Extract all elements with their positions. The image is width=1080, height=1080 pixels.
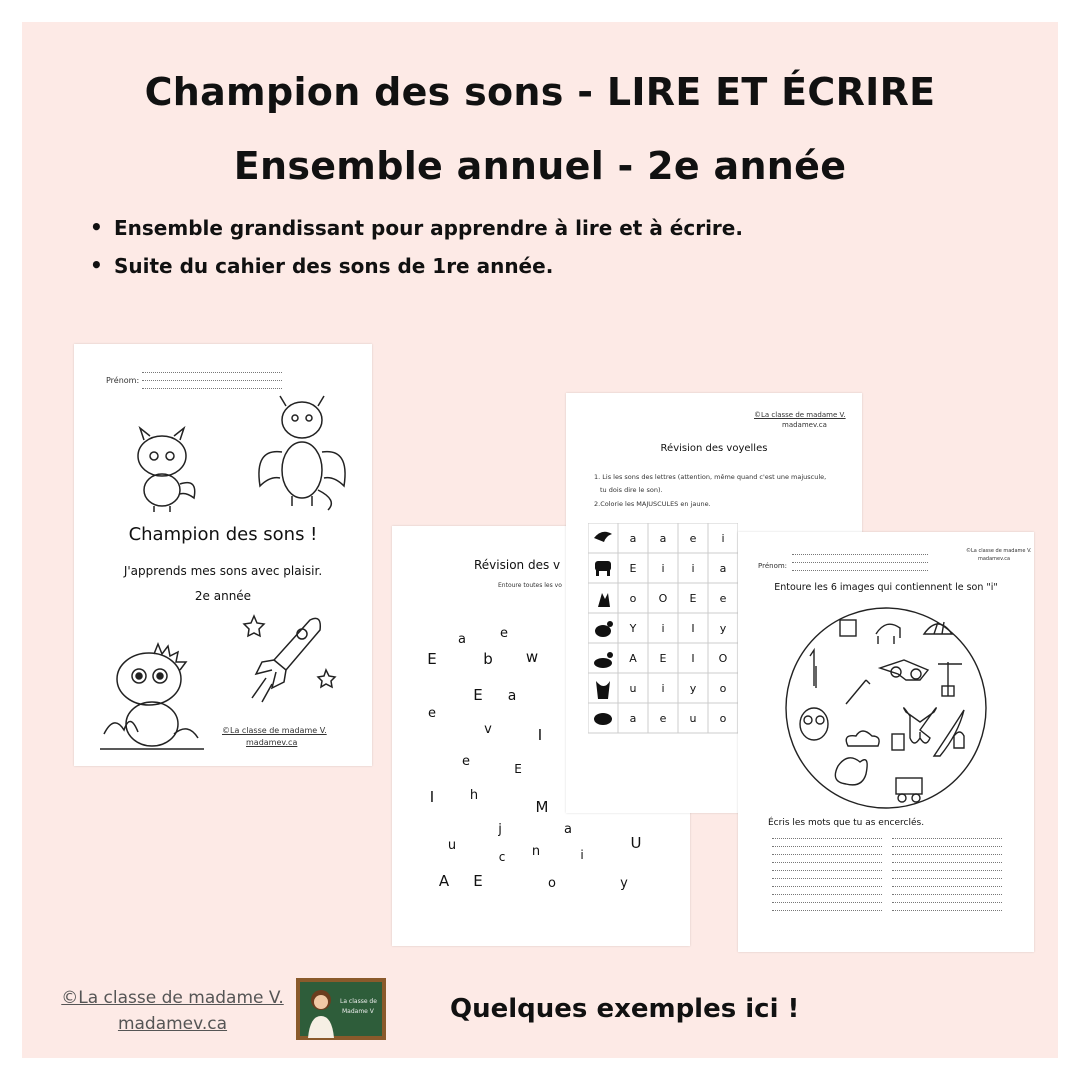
letter: U [630, 834, 642, 852]
grid-letter: E [629, 562, 637, 575]
grid-letter: I [691, 622, 695, 635]
name-line [142, 380, 282, 381]
letter: w [525, 648, 539, 666]
grid-letter: o [719, 682, 727, 695]
grid-credit-site: madamev.ca [782, 421, 827, 429]
grid-letter: a [629, 532, 637, 545]
cover-credit[interactable]: ©La classe de madame V. [222, 726, 327, 735]
letter: j [498, 822, 502, 837]
letter: M [535, 798, 549, 816]
page-title: Champion des sons - LIRE ET ÉCRIRE [144, 70, 936, 114]
grid-letter: E [659, 652, 667, 665]
grid-letter: o [719, 712, 727, 725]
letter: b [483, 650, 493, 668]
grid-letter: Y [629, 622, 637, 635]
prenom-label: Prénom: [106, 376, 140, 385]
vowel-search-title: Révision des v [474, 558, 561, 572]
spiky-dinosaur-icon [94, 634, 209, 754]
grid-letter: e [719, 592, 727, 605]
grid-letter: a [629, 712, 637, 725]
grid-title: Révision des voyelles [660, 443, 768, 454]
board-text: La classe de [340, 998, 377, 1005]
letter: I [537, 726, 543, 744]
footer-credit[interactable] [40, 985, 305, 1037]
grid-letter: i [661, 682, 665, 695]
grid-letter: u [629, 682, 637, 695]
letter: v [484, 722, 492, 737]
chalkboard-logo [296, 978, 386, 1040]
grid-letter: O [718, 652, 728, 665]
cover-grade: 2e année [194, 589, 252, 603]
letter: i [580, 848, 584, 862]
grid-letter: o [629, 592, 637, 605]
picture-circle [784, 606, 988, 810]
footer-tagline: Quelques exemples ici ! [450, 994, 800, 1024]
letter: E [473, 872, 483, 890]
letter: a [564, 822, 572, 837]
letter: o [548, 876, 556, 891]
letter: e [462, 754, 470, 769]
grid-instruction-1: 1. Lis les sons des lettres (attention, même quand c'est une majuscule, [594, 473, 827, 481]
teacher-avatar-icon [304, 986, 338, 1038]
cover-credit-site[interactable]: madamev.ca [246, 738, 298, 747]
circle-title: Entoure les 6 images qui contiennent le son "i" [774, 582, 998, 593]
letter: E [427, 650, 437, 668]
cover-subtitle: J'apprends mes sons avec plaisir. [123, 564, 323, 578]
prenom-label: Prénom: [758, 562, 788, 570]
grid-letter: O [658, 592, 668, 605]
feature-item: • Suite du cahier des sons de 1re année. [88, 254, 743, 278]
footer-credit-text[interactable]: ©La classe de madame V. [61, 988, 284, 1008]
vowel-search-instruction: Entoure toutes les vo [498, 582, 562, 589]
letter: A [438, 872, 450, 890]
grid-letter: i [721, 532, 725, 545]
grid-credit[interactable]: ©La classe de madame V. [754, 411, 846, 419]
rocket-icon [240, 606, 340, 716]
name-line [142, 388, 282, 389]
letter: E [473, 686, 483, 704]
writing-lines-left [772, 838, 882, 911]
cover-sheet-preview [74, 344, 372, 766]
footer-credit-site[interactable]: madamev.ca [117, 1014, 228, 1034]
letter: u [447, 838, 457, 853]
cover-title: Champion des sons ! [128, 524, 318, 545]
grid-letter: e [689, 532, 697, 545]
grid-letter: i [661, 562, 665, 575]
writing-lines-right [892, 838, 1002, 911]
letter: h [469, 788, 479, 803]
feature-item: • Ensemble grandissant pour apprendre à lire et à écrire. [88, 216, 743, 240]
letter: a [507, 688, 517, 704]
circle-credit-site: madamev.ca [978, 556, 1011, 562]
letter: c [498, 850, 506, 864]
grid-letter: E [689, 592, 697, 605]
grid-letter: i [661, 622, 665, 635]
letter: E [514, 762, 522, 776]
grid-letter: a [719, 562, 727, 575]
letter: e [428, 706, 436, 721]
name-line [142, 372, 282, 373]
grid-instruction-1b: tu dois dire le son). [600, 486, 663, 494]
name-line [792, 562, 928, 563]
letter: y [620, 876, 628, 891]
write-prompt: Écris les mots que tu as encerclés. [768, 818, 925, 828]
letter: I [429, 788, 435, 806]
grid-letter: y [689, 682, 697, 695]
letter: e [500, 626, 508, 641]
dragon-icon [252, 392, 352, 512]
grid-instruction-2: 2.Colorie les MAJUSCULES en jaune. [594, 500, 711, 508]
letter: a [458, 632, 466, 647]
letter: n [531, 844, 541, 859]
name-line [792, 570, 928, 571]
grid-letter: a [659, 532, 667, 545]
grid-letter: u [689, 712, 697, 725]
name-line [792, 554, 928, 555]
page-subtitle: Ensemble annuel - 2e année [233, 144, 847, 188]
grid-letter: i [691, 562, 695, 575]
grid-letter: I [691, 652, 695, 665]
board-text: Madame V [342, 1008, 374, 1015]
feature-list [88, 216, 743, 292]
grid-letter: e [659, 712, 667, 725]
grid-letter: y [719, 622, 727, 635]
grid-letter: A [629, 652, 637, 665]
baby-dragon-icon [124, 424, 204, 514]
circle-credit: ©La classe de madame V. [966, 548, 1032, 554]
circle-sheet-preview [738, 532, 1034, 952]
